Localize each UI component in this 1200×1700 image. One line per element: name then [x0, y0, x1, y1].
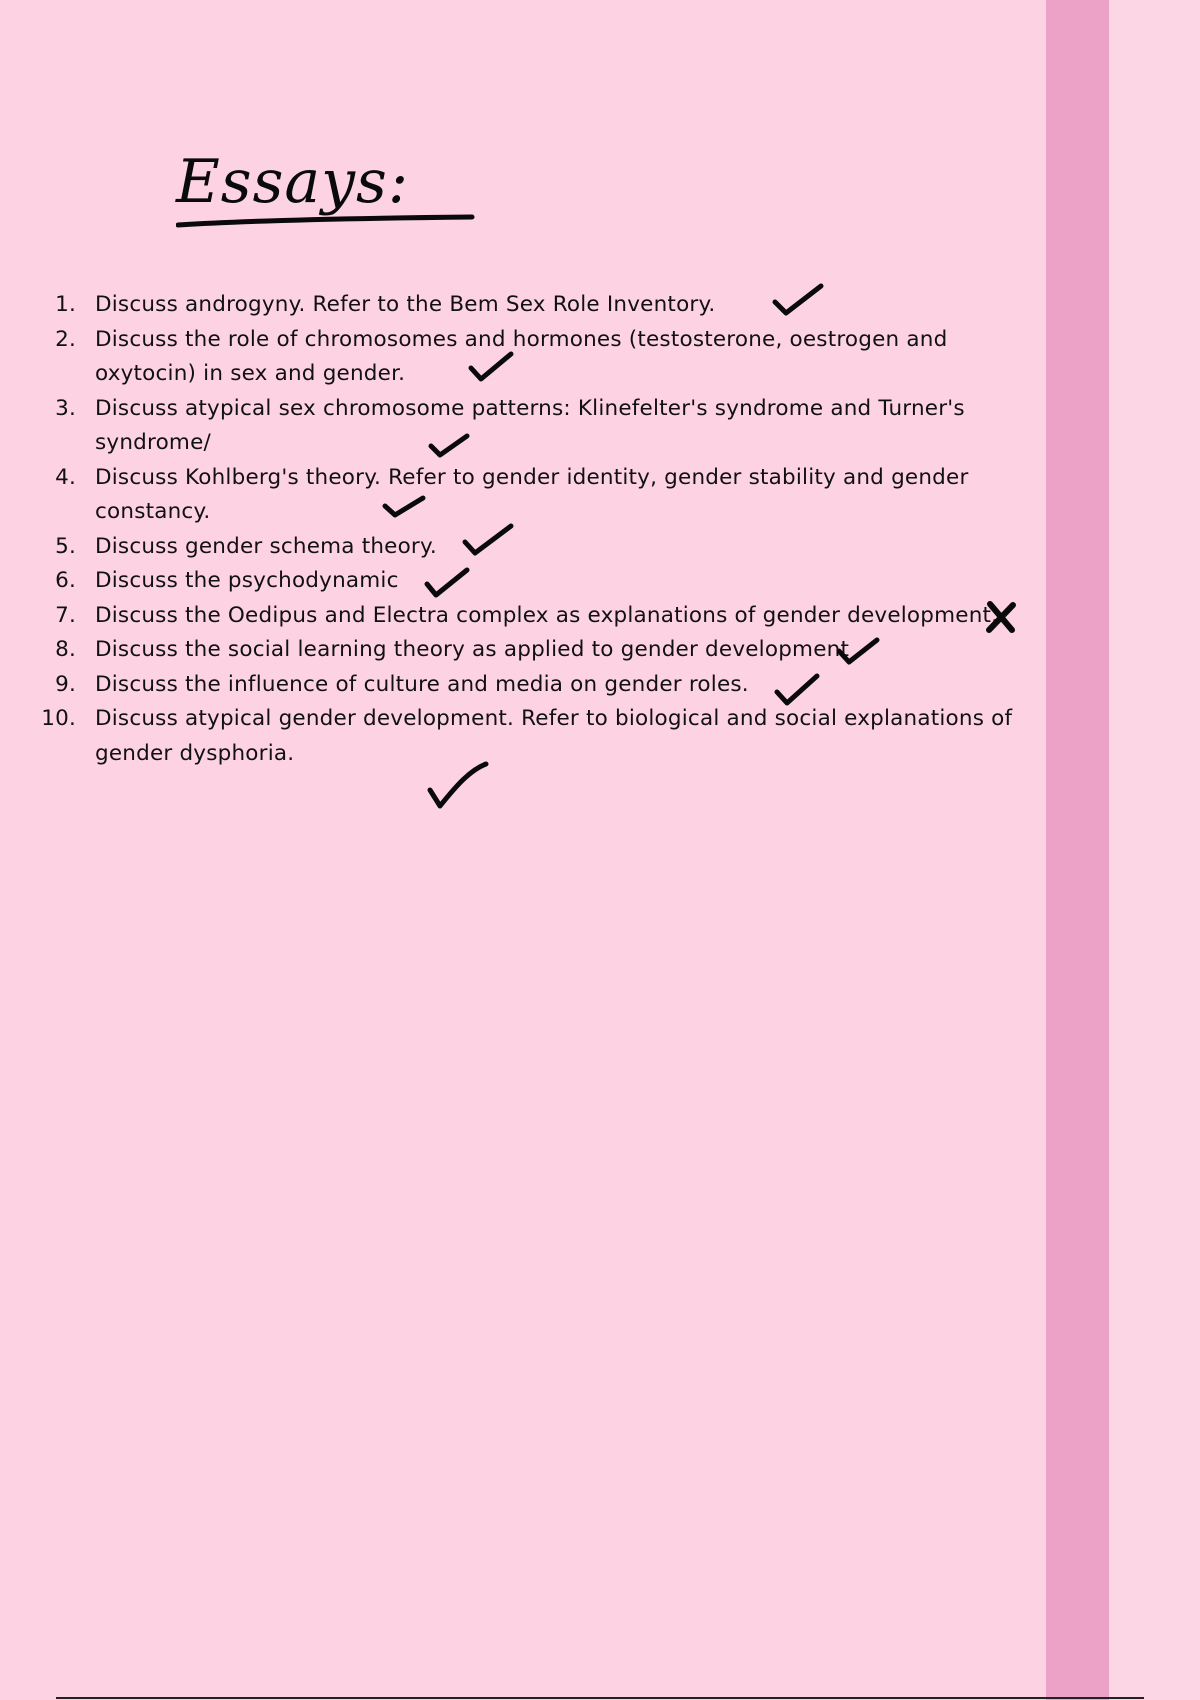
item-text: Discuss Kohlberg's theory. Refer to gender identity, gender stability and gender constancy.	[95, 464, 969, 524]
checkmark-icon	[772, 282, 824, 318]
item-number: 2.	[55, 326, 76, 352]
item-number: 8.	[55, 637, 76, 662]
item-number: 7.	[55, 602, 76, 628]
list-item	[40, 599, 1020, 634]
checkmark-icon	[468, 350, 514, 384]
item-text: Discuss the role of chromosomes and hormones (testosterone, oestrogen and oxytocin) in sex and gender.	[95, 326, 948, 386]
list-item	[40, 288, 1020, 323]
item-number: 10.	[41, 706, 76, 731]
item-number: 4.	[55, 464, 76, 490]
checkmark-icon	[382, 494, 426, 520]
item-text: Discuss gender schema theory.	[95, 533, 437, 559]
essay-list	[40, 288, 1020, 771]
item-text: Discuss atypical gender development. Refer to biological and social explanations of gender dysphoria.	[95, 706, 1013, 766]
essays-heading	[176, 147, 476, 230]
item-number: 1.	[55, 292, 76, 317]
item-number: 5.	[55, 533, 76, 559]
checkmark-icon	[424, 566, 470, 600]
item-text: Discuss the influence of culture and media on gender roles.	[95, 671, 749, 697]
list-item	[40, 564, 1020, 599]
list-item	[40, 668, 1020, 703]
checkmark-icon	[428, 432, 470, 460]
heading-underline	[176, 212, 476, 230]
checkmark-icon	[426, 760, 490, 812]
list-item	[40, 392, 1020, 461]
checkmark-icon	[774, 672, 820, 708]
list-item	[40, 323, 1020, 392]
item-number: 6.	[55, 568, 76, 593]
item-number: 3.	[55, 395, 76, 421]
item-text: Discuss atypical sex chromosome patterns: Klinefelter's syndrome and Turner's syndrome/	[95, 395, 965, 455]
list-item	[40, 702, 1020, 771]
item-text: Discuss androgyny. Refer to the Bem Sex Role Inventory.	[95, 292, 716, 317]
margin-band	[1046, 0, 1109, 1700]
bottom-rule	[56, 1697, 1144, 1699]
item-number: 9.	[55, 671, 76, 697]
heading-text: Essays:	[176, 147, 410, 217]
cross-icon	[984, 600, 1018, 634]
item-text: Discuss the psychodynamic	[95, 568, 399, 593]
checkmark-icon	[836, 636, 880, 666]
list-item	[40, 530, 1020, 565]
item-text: Discuss the social learning theory as applied to gender development	[95, 637, 850, 662]
checkmark-icon	[462, 522, 514, 558]
list-item	[40, 461, 1020, 530]
page-edge	[1109, 0, 1200, 1700]
item-text: Discuss the Oedipus and Electra complex as explanations of gender development.	[95, 602, 999, 628]
